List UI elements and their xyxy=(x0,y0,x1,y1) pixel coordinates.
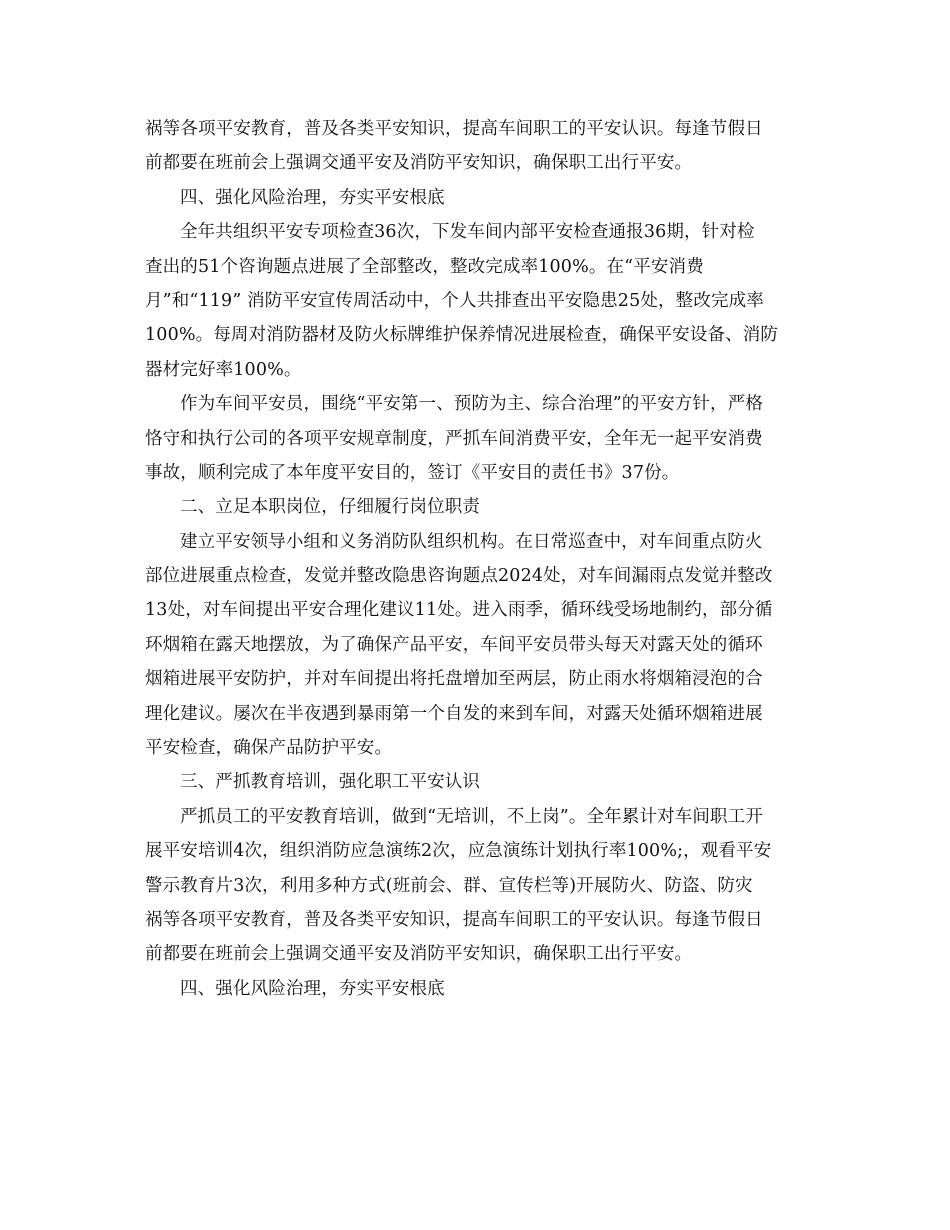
paragraph-line: 查出的51个咨询题点进展了全部整改，整改完成率100%。在“平安消费 xyxy=(145,256,704,277)
paragraph-first-line: 三、严抓教育培训，强化职工平安认识 xyxy=(180,772,481,793)
paragraph-line: 器材完好率100%。 xyxy=(145,359,302,380)
paragraph-line: 事故，顺利完成了本年度平安目的，签订《平安目的责任书》37份。 xyxy=(145,462,680,483)
paragraph-line: 平安检查，确保产品防护平安。 xyxy=(145,738,393,759)
paragraph-line: 100%。每周对消防器材及防火标牌维护保养情况进展检查，确保平安设备、消防 xyxy=(145,325,779,346)
paragraph-line: 环烟箱在露天地摆放，为了确保产品平安，车间平安员带头每天对露天处的循环 xyxy=(145,634,763,655)
paragraph-line: 理化建议。屡次在半夜遇到暴雨第一个自发的来到车间，对露天处循环烟箱进展 xyxy=(145,703,763,724)
paragraph-first-line: 四、强化风险治理，夯实平安根底 xyxy=(180,187,445,208)
paragraph-line: 恪守和执行公司的各项平安规章制度，严抓车间消费平安，全年无一起平安消费 xyxy=(145,428,763,449)
paragraph-line: 展平安培训4次，组织消防应急演练2次，应急演练计划执行率100%;，观看平安 xyxy=(145,841,772,862)
document-body xyxy=(145,112,805,1006)
paragraph-line: 13处，对车间提出平安合理化建议11处。进入雨季，循环线受场地制约，部分循 xyxy=(145,600,773,621)
paragraph-first-line: 全年共组织平安专项检查36次，下发车间内部平安检查通报36期，针对检 xyxy=(180,222,755,243)
paragraph-first-line: 严抓员工的平安教育培训，做到“无培训，不上岗”。全年累计对车间职工开 xyxy=(180,806,763,827)
paragraph-line: 警示教育片3次，利用多种方式(班前会、群、宣传栏等)开展防火、防盗、防灾 xyxy=(145,875,753,896)
paragraph-line: 部位进展重点检查，发觉并整改隐患咨询题点2024处，对车间漏雨点发觉并整改 xyxy=(145,566,773,587)
paragraph-first-line: 二、立足本职岗位，仔细履行岗位职责 xyxy=(180,497,481,518)
paragraph-line: 前都要在班前会上强调交通平安及消防平安知识，确保职工出行平安。 xyxy=(145,944,693,965)
paragraph-first-line: 建立平安领导小组和义务消防队组织机构。在日常巡查中，对车间重点防火 xyxy=(180,531,763,552)
paragraph-line: 祸等各项平安教育，普及各类平安知识，提高车间职工的平安认识。每逢节假日 xyxy=(145,119,763,139)
paragraph-line: 祸等各项平安教育，普及各类平安知识，提高车间职工的平安认识。每逢节假日 xyxy=(145,909,763,930)
paragraph-first-line: 四、强化风险治理，夯实平安根底 xyxy=(180,978,445,999)
paragraph-first-line: 作为车间平安员，围绕“平安第一、预防为主、综合治理”的平安方针，严格 xyxy=(180,394,763,415)
paragraph-line: 烟箱进展平安防护，并对车间提出将托盘增加至两层，防止雨水将烟箱浸泡的合 xyxy=(145,669,763,690)
paragraph-line: 前都要在班前会上强调交通平安及消防平安知识，确保职工出行平安。 xyxy=(145,153,693,174)
paragraph-line: 月”和“119” 消防平安宣传周活动中，个人共排查出平安隐患25处，整改完成率 xyxy=(145,290,764,311)
